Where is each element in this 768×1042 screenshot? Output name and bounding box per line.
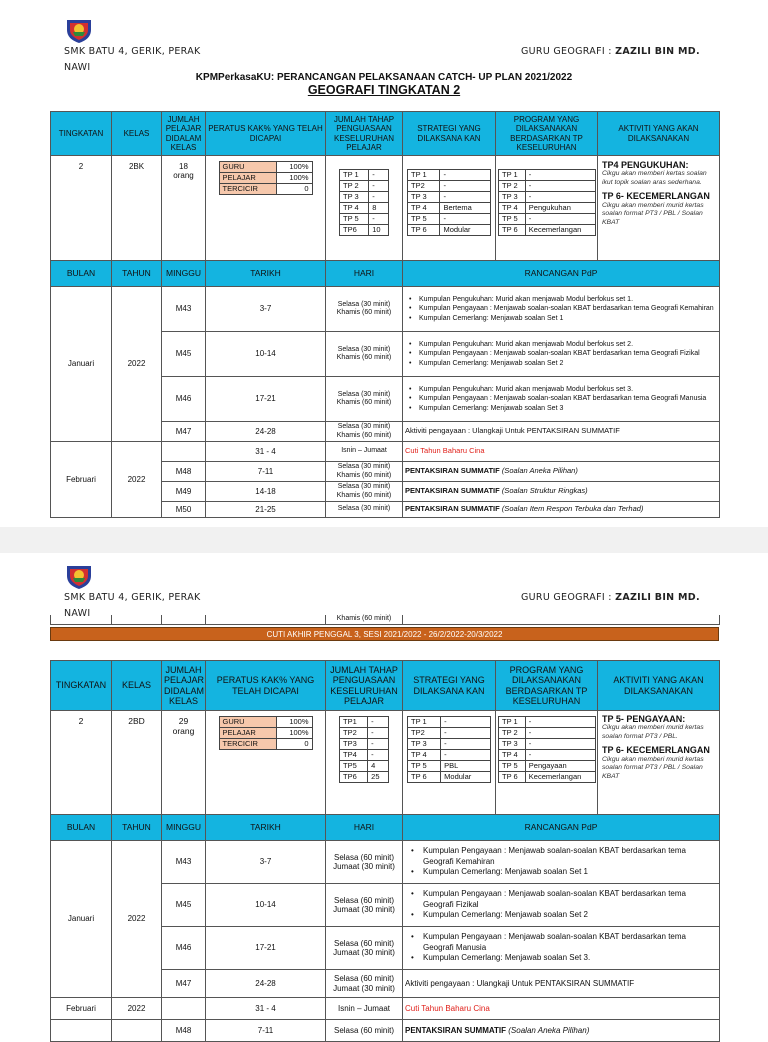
col-minggu: MINGGU <box>162 815 206 841</box>
col-tarikh: TARIKH <box>206 261 326 287</box>
teacher-label: GURU GEOGRAFI : ZAZILI BIN MD. <box>521 592 700 603</box>
tahap-table-cell: TP 1 - TP 2 - TP 3 - TP 4 8 TP 5 - TP6 10 <box>326 156 403 261</box>
col-kelas: KELAS <box>112 112 162 156</box>
col-tahap: JUMLAH TAHAP PENGUASAAN KESELURUHAN PELAJAR <box>326 112 403 156</box>
col-hari: HARI <box>326 815 403 841</box>
col-bulan: BULAN <box>51 815 112 841</box>
col-program: PROGRAM YANG DILAKSANAKAN BERDASARKAN TP KESELURUHAN <box>496 112 598 156</box>
col-tingkatan: TINGKATAN <box>51 112 112 156</box>
school-logo <box>64 14 94 44</box>
tingkatan-value: 2 <box>51 711 112 815</box>
table-row: Januari 2022 M43 3-7 Selasa (30 minit) Khamis (60 minit) • Kumpulan Pengukuhan: Murid akan menjawab Modul berfokus set 1. • Kumpulan Pengayaan : Menjawab soalan-soalan KBAT berdasarkan tema Geografi Kemahiran • Kumpulan Cemerlang: Menjawab soalan Set 1 <box>51 287 720 332</box>
class-summary-row <box>51 711 720 815</box>
col-hari: HARI <box>326 261 403 287</box>
header-row <box>51 661 720 711</box>
col-strategi: STRATEGI YANG DILAKSANA KAN <box>403 112 496 156</box>
class-summary-row <box>51 156 720 261</box>
col-aktiviti: AKTIVITI YANG AKAN DILAKSANAKAN <box>598 661 720 711</box>
table-row: Februari 2022 31 - 4 Isnin – Jumaat Cuti Tahun Baharu Cina <box>51 442 720 462</box>
document-title: KPMPerkasaKU: PERANCANGAN PELAKSANAAN CATCH- UP PLAN 2021/2022 GEOGRAFI TINGKATAN 2 <box>195 72 573 97</box>
school-logo <box>64 560 94 590</box>
col-bulan: BULAN <box>51 261 112 287</box>
kelas-value: 2BK <box>112 156 162 261</box>
table-row: M46 17-21 Selasa (60 minit) Jumaat (30 minit) • Kumpulan Pengayaan : Menjawab soalan-soalan KBAT berdasarkan tema Geografi Manusia • Kumpulan Cemerlang: Menjawab soalan Set 3. <box>51 927 720 970</box>
table-row: Februari 2022 31 - 4 Isnin – Jumaat Cuti Tahun Baharu Cina <box>51 998 720 1020</box>
plan-table-2bk <box>50 111 720 518</box>
header-row <box>51 112 720 156</box>
tahun-value: 2022 <box>112 841 162 998</box>
holiday-banner: CUTI AKHIR PENGGAL 3, SESI 2021/2022 - 26/2/2022-20/3/2022 <box>50 627 719 641</box>
table-row: M47 24-28 Selasa (30 minit) Khamis (60 minit) Aktiviti pengayaan : Ulangkaji Untuk PENTAKSIRAN SUMMATIF <box>51 422 720 442</box>
strategi-table-cell: TP 1 - TP2 - TP 3 - TP 4 - TP 5 PBL TP 6 Modular <box>403 711 496 815</box>
table-row: M50 21-25 Selasa (30 minit) PENTAKSIRAN SUMMATIF (Soalan Item Respon Terbuka dan Terhad) <box>51 502 720 518</box>
table-row: M47 24-28 Selasa (60 minit) Jumaat (30 minit) Aktiviti pengayaan : Ulangkaji Untuk PENTAKSIRAN SUMMATIF <box>51 970 720 998</box>
bulan-januari: Januari <box>51 287 112 442</box>
bulan-februari: Februari <box>51 998 112 1020</box>
tingkatan-value: 2 <box>51 156 112 261</box>
tahap-table-cell: TP1 - TP2 - TP3 - TP4 - TP5 4 TP6 25 <box>326 711 403 815</box>
col-jumlah-pelajar: JUMLAH PELAJAR DIDALAM KELAS <box>162 661 206 711</box>
teacher-label: GURU GEOGRAFI : ZAZILI BIN MD. <box>521 46 700 57</box>
peratus-table-cell: GURU 100% PELAJAR 100% TERCICIR 0 <box>206 711 326 815</box>
table-row: M45 10-14 Selasa (30 minit) Khamis (60 minit) • Kumpulan Pengukuhan: Murid akan menjawab Modul berfokus set 2. • Kumpulan Pengayaan : Menjawab soalan-soalan KBAT berdasarkan tema Geografi Fizikal • Kumpulan Cemerlang: Menjawab soalan Set 2 <box>51 332 720 377</box>
table-row: M48 7-11 Selasa (60 minit) PENTAKSIRAN SUMMATIF (Soalan Aneka Pilihan) <box>51 1020 720 1042</box>
col-tahap: JUMLAH TAHAP PENGUASAAN KESELURUHAN PELAJAR <box>326 661 403 711</box>
table-row: M49 14-18 Selasa (30 minit) Khamis (60 minit) PENTAKSIRAN SUMMATIF (Soalan Struktur Ringkas) <box>51 482 720 502</box>
col-tarikh: TARIKH <box>206 815 326 841</box>
program-table-cell: TP 1 - TP 2 - TP 3 - TP 4 - TP 5 Pengayaan TP 6 Kecemerlangan <box>496 711 598 815</box>
program-table-cell: TP 1 - TP 2 - TP 3 - TP 4 Pengukuhan TP 5 - TP 6 Kecemerlangan <box>496 156 598 261</box>
kelas-value: 2BD <box>112 711 162 815</box>
schedule-header-row <box>51 261 720 287</box>
bulan-januari: Januari <box>51 841 112 998</box>
strategi-table-cell: TP 1 - TP2 - TP 3 - TP 4 Bertema TP 5 - TP 6 Modular <box>403 156 496 261</box>
col-tahun: TAHUN <box>112 815 162 841</box>
plan-table-2bd <box>50 660 720 1042</box>
aktiviti-cell: TP4 PENGUKUHAN: Cikgu akan memberi kertas soalan ikut topik soalan aras sederhana. TP 6- KECEMERLANGAN Cikgu akan memberi murid kertas soalan format PT3 / PBL / Soalan KBAT <box>598 156 720 261</box>
col-peratus: PERATUS KAK% YANG TELAH DICAPAI <box>206 661 326 711</box>
col-peratus: PERATUS KAK% YANG TELAH DICAPAI <box>206 112 326 156</box>
table-row: M48 7-11 Selasa (30 minit) Khamis (60 minit) PENTAKSIRAN SUMMATIF (Soalan Aneka Pilihan) <box>51 462 720 482</box>
table-row: M46 17-21 Selasa (30 minit) Khamis (60 minit) • Kumpulan Pengukuhan: Murid akan menjawab Modul berfokus set 3. • Kumpulan Pengayaan : Menjawab soalan-soalan KBAT berdasarkan tema Geografi Manusia • Kumpulan Cemerlang: Menjawab soalan Set 3 <box>51 377 720 422</box>
col-minggu: MINGGU <box>162 261 206 287</box>
table-row: Januari 2022 M43 3-7 Selasa (60 minit) Jumaat (30 minit) • Kumpulan Pengayaan : Menjawab soalan-soalan KBAT berdasarkan tema Geografi Kemahiran • Kumpulan Cemerlang: Menjawab soalan Set 1 <box>51 841 720 884</box>
jumlah-value: 18 orang <box>162 156 206 261</box>
col-strategi: STRATEGI YANG DILAKSANA KAN <box>403 661 496 711</box>
col-tingkatan: TINGKATAN <box>51 661 112 711</box>
col-program: PROGRAM YANG DILAKSANAKAN BERDASARKAN TP KESELURUHAN <box>496 661 598 711</box>
bulan-februari: Februari <box>51 442 112 518</box>
col-aktiviti: AKTIVITI YANG AKAN DILAKSANAKAN <box>598 112 720 156</box>
page-gap <box>0 527 768 553</box>
school-name: SMK BATU 4, GERIK, PERAK NAWI <box>64 592 201 619</box>
col-jumlah-pelajar: JUMLAH PELAJAR DIDALAM KELAS <box>162 112 206 156</box>
col-kelas: KELAS <box>112 661 162 711</box>
carryover-row-table: Khamis (60 minit) <box>50 615 720 625</box>
tahun-value: 2022 <box>112 287 162 442</box>
col-tahun: TAHUN <box>112 261 162 287</box>
col-rancangan: RANCANGAN PdP <box>403 261 720 287</box>
schedule-header-row <box>51 815 720 841</box>
peratus-table-cell: GURU 100% PELAJAR 100% TERCICIR 0 <box>206 156 326 261</box>
school-name: SMK BATU 4, GERIK, PERAK NAWI <box>64 46 201 73</box>
table-row: M45 10-14 Selasa (60 minit) Jumaat (30 minit) • Kumpulan Pengayaan : Menjawab soalan-soalan KBAT berdasarkan tema Geografi Fizikal • Kumpulan Cemerlang: Menjawab soalan Set 2 <box>51 884 720 927</box>
col-rancangan: RANCANGAN PdP <box>403 815 720 841</box>
jumlah-value: 29 orang <box>162 711 206 815</box>
aktiviti-cell: TP 5- PENGAYAAN: Cikgu akan memberi murid kertas soalan format PT3 / PBL. TP 6- KECEMERLANGAN Cikgu akan memberi murid kertas soalan format PT3 / PBL / Soalan KBAT <box>598 711 720 815</box>
